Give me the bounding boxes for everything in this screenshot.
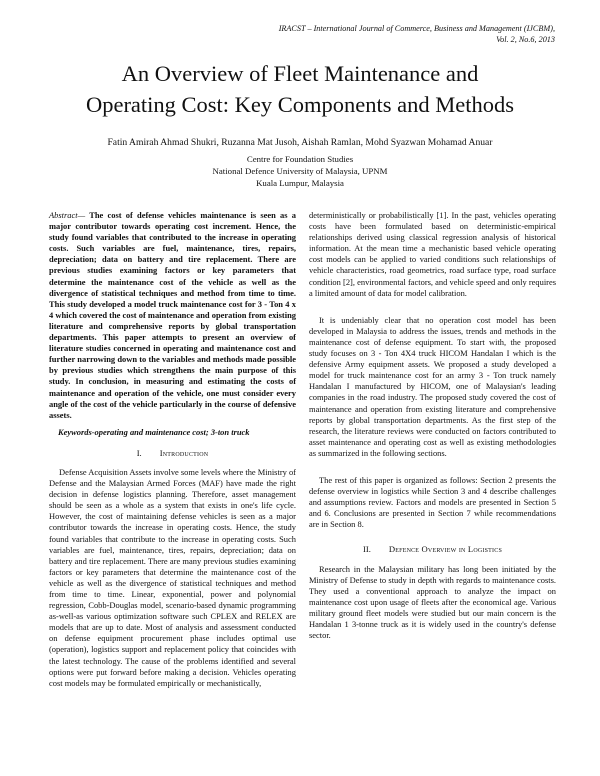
author-list: Fatin Amirah Ahmad Shukri, Ruzanna Mat Jusoh, Aishah Ramlan, Mohd Syazwan Mohamad Anuar (107, 137, 493, 148)
affiliation-line-1: Centre for Foundation Studies (246, 154, 354, 164)
journal-reference (195, 23, 555, 45)
section-number: II. (363, 544, 371, 555)
section-number: I. (136, 447, 142, 458)
section-title: Defence Overview in Logistics (388, 544, 502, 555)
paper-title (40, 58, 560, 120)
section-heading-defence-overview (309, 544, 556, 555)
paragraph-organization: The rest of this paper is organized as follows: Section 2 presents the defense overview in logistics while Section 3 and 4 describe challenges and assumptions review. Factors and models are presented in Section 5 and 6. Conclusions are presented in Section 7 while recommendations are in Section 8. (309, 474, 556, 530)
affiliation-line-3: Kuala Lumpur, Malaysia (256, 178, 344, 188)
affiliation-line-2: National Defence University of Malaysia, UPNM (212, 166, 388, 176)
journal-line-2: Vol. 2, No.6, 2013 (496, 35, 555, 44)
keywords: Keywords-operating and maintenance cost; 3-ton truck (58, 426, 250, 437)
section-title: Introduction (159, 447, 209, 458)
abstract-lead: Abstract— (49, 210, 86, 220)
introduction-paragraph: Defense Acquisition Assets involve some levels where the Ministry of Defense and the Malaysian Armed Forces (MAF) have made the right decision in defense logistics planning. Therefore, asset management should be seen as a whole as a system that exists in one's life cycle. However, the cost of maintaining defense vehicles is seen as a major contributor towards the increase in operating costs. Hence, the study found variables that contribute to the increase in operating costs. Such variables are fuel, maintenance, tires, repairs, depreciation; data on battery and tire replacement. There are many previous studies examining factors or key parameters that determine the maintenance cost of the vehicle as well as the divergence of statistical techniques and method from time to time. Linear, exponential, power and polynomial regression, Cobb-Douglas model, scenario-based dynamic programming as-well-as various optimization software such CPLEX and RELEX are models that are up to date. Most of analysis and assessment conducted on defense equipment procurement phase includes optimal use (operation), logistics support and replacement policy that coincides with the latest technology. The cause of the problems identified and several options were put forward before making a decision. Vehicles operating cost models may be formulated empirically or mechanistically, (49, 466, 296, 688)
abstract-text: The cost of defense vehicles maintenance is seen as a major contributor towards operating cost increment. Hence, the study found variables that contributed to the increase in operating costs. Such variables are fuel, maintenance, tires, repairs, depreciation; data on battery and tire replacement. There are previous studies examining factors or key parameters that determine the maintenance cost of the vehicle as well as the divergence of statistical techniques and method from time to time. This study developed a model truck maintenance cost for 3 - Ton 4 x 4 which covered the cost of maintenance and operation from existing literature and comprehensive reports by global transportation departments. This paper attempts to present an overview of literature studies concerned in operating and maintenance cost and further narrowing down to the variables and methods made possible by previous studies which strengthens the main purpose of this study. In conclusion, in measuring and estimating the costs of maintenance and operation of the vehicle, one must consider every angle of the cost of the vehicle particularly in the course of defensive assets. (49, 210, 296, 420)
paragraph-continued: deterministically or probabilistically [1]. In the past, vehicles operating costs have been formulated based on deterministic-empirical relationships derived using classical regression analysis of historical information. At the mean time a mechanistic based vehicle operating cost models can be applied to varied conditions such relationships of vehicle characteristics, road geometrics, road surface type, road surface condition [2], environmental factors, and vehicle speed and only requires a limited amount of data for model calibration. (309, 210, 556, 298)
title-line-2: Operating Cost: Key Components and Methods (85, 92, 515, 117)
journal-line-1: IRACST – International Journal of Commerce, Business and Management (IJCBM), (278, 24, 555, 33)
left-column (49, 210, 296, 689)
affiliation (100, 153, 500, 189)
right-column (309, 210, 556, 641)
title-line-1: An Overview of Fleet Maintenance and (121, 61, 479, 86)
section-heading-introduction (49, 448, 296, 459)
paragraph-proposed-study: It is undeniably clear that no operation cost model has been developed in Malaysia to address the issues, trends and methods in the maintenance cost of defense equipment. To start with, the proposed study focuses on 3 - Ton 4X4 truck HICOM Handalan I which is the defensive Army equipment assets. We proposed a study developed a model for truck maintenance cost for an army 3 - Ton truck namely Handalan I manufactured by HICOM, one of Malaysian's leading companies in the road industry. The proposed study covered the cost of maintenance and operation from existing literature and comprehensive reports by global transportation departments. As the first step of the research, the literature reviews were conducted on factors contributed to asset maintenance and operating cost as well as existing methodologies as summarized in the following sections. (309, 314, 556, 458)
paragraph-defence-research: Research in the Malaysian military has long been initiated by the Ministry of Defense to study in depth with regards to maintenance costs. They used a conventional approach to analyze the impact on maintenance cost upon usage of fleets after the economical age. Various military ground fleet models were studied but our main concern is the Handalan 1 3-tonne truck as it is widely used in the country's defense sector. (309, 563, 556, 641)
abstract (49, 210, 296, 421)
